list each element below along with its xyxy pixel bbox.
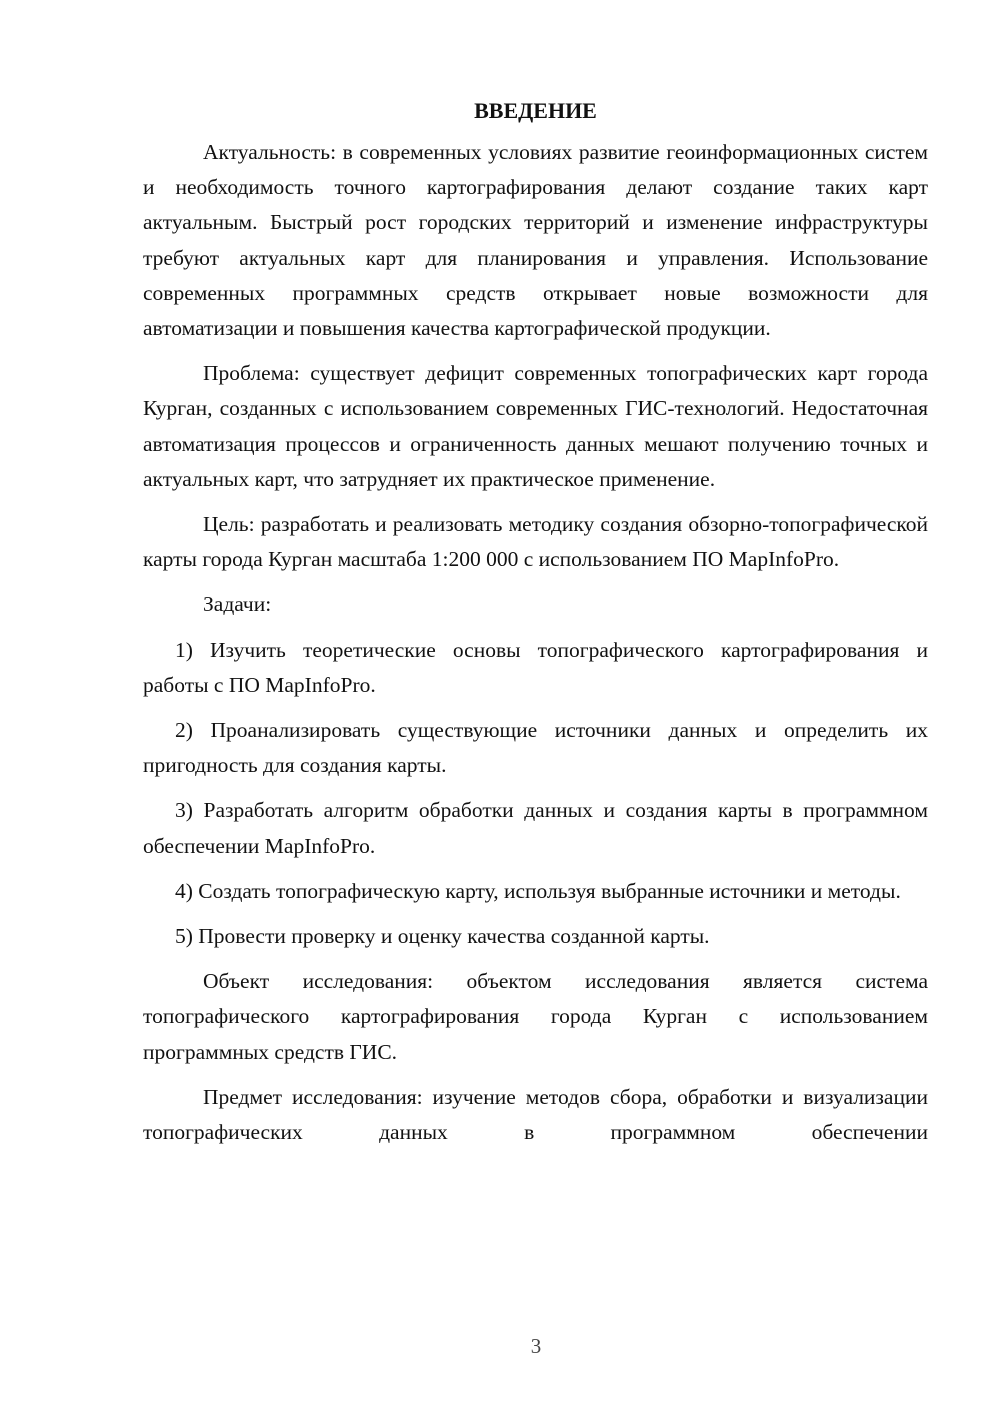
subject-paragraph: Предмет исследования: изучение методов сбора, обработки и визуализации топографических данных в программном обеспечении — [143, 1084, 928, 1145]
task-item: 2) Проанализировать существующие источники данных и определить их пригодность для создания карты. — [143, 718, 928, 778]
tasks-heading: Задачи: — [203, 592, 272, 617]
task-item: 3) Разработать алгоритм обработки данных и создания карты в программном обеспечении MapInfoPro. — [143, 798, 928, 858]
page-number: 3 — [530, 1334, 542, 1358]
goal-paragraph: Цель: разработать и реализовать методику создания обзорно-топографической карты города Курган масштаба 1:200 000 с использованием ПО MapInfoPro. — [143, 512, 928, 572]
task-item: 5) Провести проверку и оценку качества созданной карты. — [175, 924, 710, 949]
object-paragraph: Объект исследования: объектом исследования является система топографического картографирования города Курган с использованием программных средств ГИС. — [143, 969, 928, 1064]
page-title: ВВЕДЕНИЕ — [474, 98, 597, 123]
document-body — [143, 93, 928, 1150]
task-item: 4) Создать топографическую карту, используя выбранные источники и методы. — [175, 878, 901, 903]
task-item: 1) Изучить теоретические основы топографического картографирования и работы с ПО MapInfoPro. — [143, 637, 928, 697]
relevance-paragraph: Актуальность: в современных условиях развитие геоинформационных систем и необходимость точного картографирования делают создание таких карт актуальным. Быстрый рост городских территорий и изменение инфраструктуры требуют актуальных карт для планирования и управления. Использование современных программных средств открывает новые возможности для автоматизации и повышения качества картографической продукции. — [143, 140, 928, 341]
problem-paragraph: Проблема: существует дефицит современных топографических карт города Курган, созданных с использованием современных ГИС-технологий. Недостаточная автоматизация процессов и ограниченность данных мешают получению точных и актуальных карт, что затрудняет их практическое применение. — [143, 361, 928, 491]
